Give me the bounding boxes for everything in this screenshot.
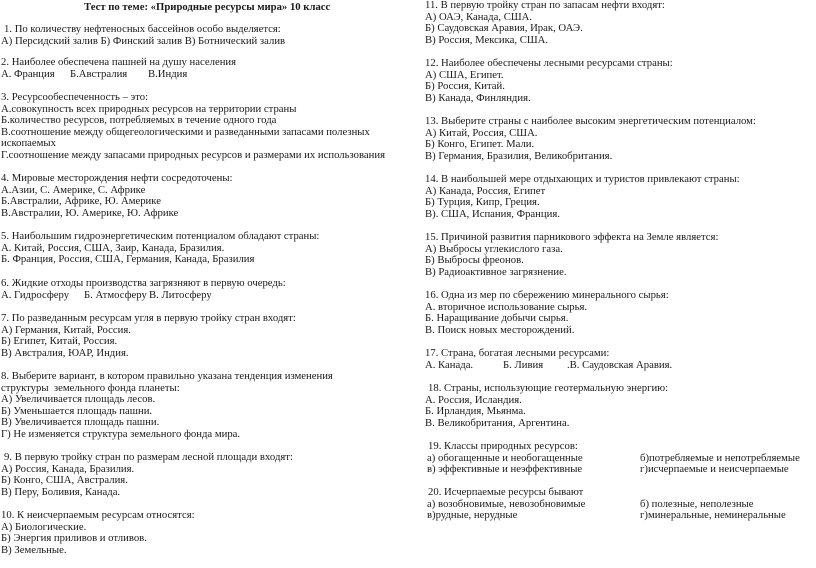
question-14 bbox=[425, 174, 740, 220]
option-8-b: Б) Уменьшается площадь пашни. bbox=[1, 404, 153, 417]
option-2-c: В.Индия bbox=[148, 67, 188, 80]
question-10-text: 10. К неисчерпаемым ресурсам относятся: bbox=[1, 509, 195, 521]
question-4-text: 4. Мировые месторождения нефти сосредоточены: bbox=[1, 172, 233, 184]
option-15-c: В) Радиоактивное загрязнение. bbox=[425, 265, 567, 278]
question-13 bbox=[425, 116, 756, 162]
option-1-b: Б) Финский залив bbox=[100, 34, 183, 47]
question-11-text: 11. В первую тройку стран по запасам нефти входят: bbox=[425, 0, 665, 11]
question-20-text: 20. Исчерпаемые ресурсы бывают bbox=[428, 486, 584, 498]
question-17-options bbox=[425, 360, 705, 372]
option-10-b: Б) Энергия приливов и отливов. bbox=[1, 532, 147, 545]
option-2-b: Б.Австралия bbox=[70, 67, 128, 80]
option-11-c: В) Россия, Мексика, США. bbox=[425, 33, 549, 46]
option-20-b: б) полезные, неполезные bbox=[640, 497, 754, 510]
option-7-c: В) Австралия, ЮАР, Индия. bbox=[1, 346, 129, 359]
option-7-a: А) Германия, Китай, Россия. bbox=[1, 323, 131, 336]
option-17-a: А. Канада. bbox=[425, 358, 474, 371]
question-11 bbox=[425, 0, 665, 46]
option-8-d: Г) Не изменяется структура земельного фонда мира. bbox=[1, 427, 241, 440]
question-17 bbox=[425, 348, 705, 371]
question-6-options bbox=[1, 290, 231, 302]
question-19-text: 19. Классы природных ресурсов: bbox=[428, 440, 578, 452]
option-20-c: в)рудные, нерудные bbox=[427, 509, 518, 522]
question-18-text: 18. Страны, использующие геотермальную энергию: bbox=[428, 382, 669, 394]
test-title: Тест по теме: «Природные ресурсы мира» 10 класс bbox=[84, 1, 331, 13]
question-10 bbox=[1, 510, 195, 556]
option-15-b: Б) Выбросы фреонов. bbox=[425, 254, 524, 267]
option-4-a: А.Азии, С. Америке, С. Африке bbox=[1, 183, 146, 196]
option-14-c: В). США, Испания, Франция. bbox=[425, 207, 560, 220]
option-17-c: .В. Саудовская Аравия. bbox=[567, 358, 673, 371]
question-9-text: 9. В первую тройку стран по размерам лесной площади входят: bbox=[4, 451, 293, 463]
option-3-b: Б.количество ресурсов, потребляемых в течение одного года bbox=[1, 114, 277, 127]
option-19-a: а) обогащенные и необогащенные bbox=[427, 451, 583, 464]
option-3-a: А.совокупность всех природных ресурсов на территории страны bbox=[1, 102, 297, 115]
option-19-d: г)исчерпаемые и неисчерпаемые bbox=[640, 463, 789, 476]
option-8-a: А) Увеличивается площадь лесов. bbox=[1, 393, 156, 406]
option-14-b: Б) Турция, Кипр, Греция. bbox=[425, 196, 540, 209]
option-12-c: В) Канада, Финляндия. bbox=[425, 91, 531, 104]
option-11-b: Б) Саудовская Аравия, Ирак, ОАЭ. bbox=[425, 22, 583, 35]
question-20-options-row-2 bbox=[425, 510, 795, 522]
option-5-a: А. Китай, Россия, США, Заир, Канада, Бразилия. bbox=[1, 241, 225, 254]
question-1-text: 1. По количеству нефтеносных бассейнов особо выделяется: bbox=[4, 23, 281, 35]
option-3-c: В.соотношение между общегеологическими и разведанными запасами полезных ископаемых bbox=[1, 125, 370, 150]
question-6-text: 6. Жидкие отходы производства загрязняют в первую очередь: bbox=[1, 277, 286, 289]
question-5-text: 5. Наибольшим гидроэнергетическим потенциалом обладают страны: bbox=[1, 230, 320, 242]
question-7-text: 7. По разведанным ресурсам угля в первую тройку стран входят: bbox=[1, 312, 296, 324]
question-1-options bbox=[1, 36, 285, 48]
option-13-a: А) Китай, Россия, США. bbox=[425, 126, 538, 139]
question-2 bbox=[1, 57, 236, 80]
option-4-c: В.Австралии, Ю. Америке, Ю. Африке bbox=[1, 206, 179, 219]
option-17-b: Б. Ливия bbox=[503, 358, 544, 371]
option-20-d: г)минеральные, неминеральные bbox=[640, 509, 786, 522]
option-1-a: А) Персидский залив bbox=[1, 34, 98, 47]
option-19-b: б)потребляемые и непотребляемые bbox=[640, 451, 800, 464]
option-9-a: А) Россия, Канада, Бразилия. bbox=[1, 462, 135, 475]
option-10-c: В) Земельные. bbox=[1, 543, 67, 556]
question-3 bbox=[1, 92, 385, 162]
question-3-text: 3. Ресурсообеспеченность – это: bbox=[1, 91, 149, 103]
option-9-b: Б) Конго, США, Австралия. bbox=[1, 474, 128, 487]
option-2-a: А. Франция bbox=[1, 67, 55, 80]
option-8-c: В) Увеличивается площадь пашни. bbox=[1, 416, 160, 429]
option-7-b: Б) Египет, Китай, Россия. bbox=[1, 335, 118, 348]
question-15 bbox=[425, 232, 718, 278]
question-17-text: 17. Страна, богатая лесными ресурсами: bbox=[425, 347, 610, 359]
option-16-b: Б. Наращивание добычи сырья. bbox=[425, 312, 569, 325]
question-4 bbox=[1, 173, 233, 219]
option-16-c: В. Поиск новых месторождений. bbox=[425, 323, 575, 336]
question-19-options-row-2 bbox=[425, 464, 795, 476]
question-16-text: 16. Одна из мер по сбережению минерального сырья: bbox=[425, 289, 669, 301]
question-20 bbox=[425, 487, 795, 522]
option-11-a: А) ОАЭ, Канада, США. bbox=[425, 10, 533, 23]
option-18-a: А. Россия, Исландия. bbox=[425, 393, 522, 406]
option-14-a: А) Канада, Россия, Египет bbox=[425, 184, 546, 197]
question-12-text: 12. Наиболее обеспечены лесными ресурсами страны: bbox=[425, 57, 673, 69]
question-1 bbox=[1, 24, 285, 47]
option-13-b: Б) Конго, Египет. Мали. bbox=[425, 138, 535, 151]
option-5-b: Б. Франция, Россия, США, Германия, Канада, Бразилия bbox=[1, 253, 255, 266]
question-5 bbox=[1, 231, 319, 266]
option-3-d: Г.соотношение между запасами природных ресурсов и размерами их использования bbox=[1, 148, 385, 161]
option-6-b: Б. Атмосферу bbox=[84, 288, 147, 301]
question-2-options bbox=[1, 69, 221, 81]
question-19 bbox=[425, 440, 800, 476]
question-16 bbox=[425, 290, 669, 336]
option-18-b: Б. Ирландия, Мьянма. bbox=[425, 405, 526, 418]
option-6-a: А. Гидросферу bbox=[1, 288, 70, 301]
question-9 bbox=[1, 452, 293, 498]
option-12-a: А) США, Египет. bbox=[425, 68, 504, 81]
question-8 bbox=[1, 371, 333, 441]
option-16-a: А. вторичное использование сырья. bbox=[425, 300, 588, 313]
option-6-c: В. Литосферу bbox=[149, 288, 212, 301]
option-10-a: А) Биологические. bbox=[1, 520, 87, 533]
option-12-b: Б) Россия, Китай. bbox=[425, 80, 505, 93]
option-19-c: в) эффективные и неэффективные bbox=[427, 463, 583, 476]
option-18-c: В. Великобритания, Аргентина. bbox=[425, 416, 570, 429]
option-15-a: А) Выбросы углекислого газа. bbox=[425, 242, 563, 255]
option-9-c: В) Перу, Боливия, Канада. bbox=[1, 485, 121, 498]
question-13-text: 13. Выберите страны с наиболее высоким энергетическим потенциалом: bbox=[425, 115, 756, 127]
question-12 bbox=[425, 58, 673, 104]
question-7 bbox=[1, 313, 296, 359]
question-18 bbox=[425, 383, 668, 429]
option-4-b: Б.Австралии, Африке, Ю. Америке bbox=[1, 195, 161, 208]
option-1-c: В) Ботнический залив bbox=[184, 34, 286, 47]
option-13-c: В) Германия, Бразилия, Великобритания. bbox=[425, 149, 613, 162]
question-6 bbox=[1, 278, 286, 301]
question-2-text: 2. Наиболее обеспечена пашней на душу населения bbox=[1, 56, 237, 68]
question-14-text: 14. В наибольшей мере отдыхающих и туристов привлекают страны: bbox=[425, 173, 740, 185]
question-15-text: 15. Причиной развития парникового эффекта на Земле является: bbox=[425, 231, 719, 243]
option-20-a: а) возобновимые, невозобновимые bbox=[427, 497, 586, 510]
question-8-text: 8. Выберите вариант, в котором правильно указана тенденция изменения структуры земельного фонда планеты: bbox=[1, 370, 333, 394]
